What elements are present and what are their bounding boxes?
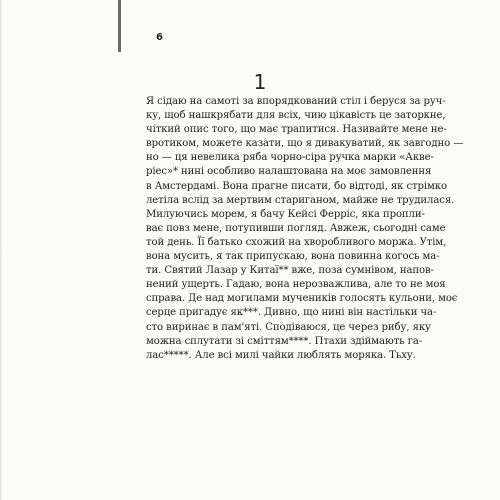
- text-line: можна сплутати зі сміттям****. Птахи здіймають га-: [146, 335, 423, 347]
- text-line: но — ця невелика ряба чорно-сіра ручка марки «Акве-: [146, 152, 434, 164]
- text-line: сто виринає в пам'яті. Сподіваюся, це через рибу, яку: [146, 321, 431, 333]
- chapter-number: 1: [253, 70, 267, 94]
- text-line: вона мусить, я так припускаю, вона повинна когось ма-: [146, 251, 440, 263]
- page-number: 6: [156, 32, 163, 43]
- binding-mark: [118, 0, 121, 52]
- text-line: Я сідаю на самоті за впорядкований стіл і беруся за руч-: [146, 96, 446, 107]
- text-line: ріес»* нині особливо налаштована на моє замовлення: [146, 166, 432, 178]
- text-line: вротиком, можете казати, що я дивакуватий, як завгодно —: [146, 138, 464, 150]
- text-line: той день. Її батько схожий на хворобливого моржа. Утім,: [146, 236, 447, 248]
- text-line: в Амстердамі. Вона прагне писати, бо відтоді, як стрімко: [146, 180, 447, 192]
- text-line: нений ущерть. Гадаю, вона нерозважлива, але то не моя: [146, 279, 446, 291]
- body-paragraph: [146, 95, 464, 363]
- text-line: серце пригадує як***. Дивно, що нині він настільки ча-: [146, 307, 437, 319]
- text-line: ває повз мене, потупивши погляд. Авжеж, сьогодні саме: [146, 222, 446, 234]
- text-line: ти. Святий Лазар у Китаї** вже, поза сумнівом, напов-: [146, 265, 434, 277]
- text-line: справа. Де над могилами мучеників голосять кульони, моє: [146, 293, 458, 305]
- text-line: Милуючись морем, я бачу Кейсі Ферріс, яка пропли-: [146, 208, 425, 220]
- text-line: ку, щоб нашкрябати для всіх, чию цікавість це заторкне,: [146, 110, 446, 122]
- text-line: летіла вслід за мертвим стариганом, майже не трудилася.: [146, 194, 455, 206]
- text-line: лас*****. Але всі милі чайки люблять моряка. Тьху.: [146, 349, 416, 361]
- text-line: чіткий опис того, що має трапитися. Називайте мене не-: [146, 124, 447, 136]
